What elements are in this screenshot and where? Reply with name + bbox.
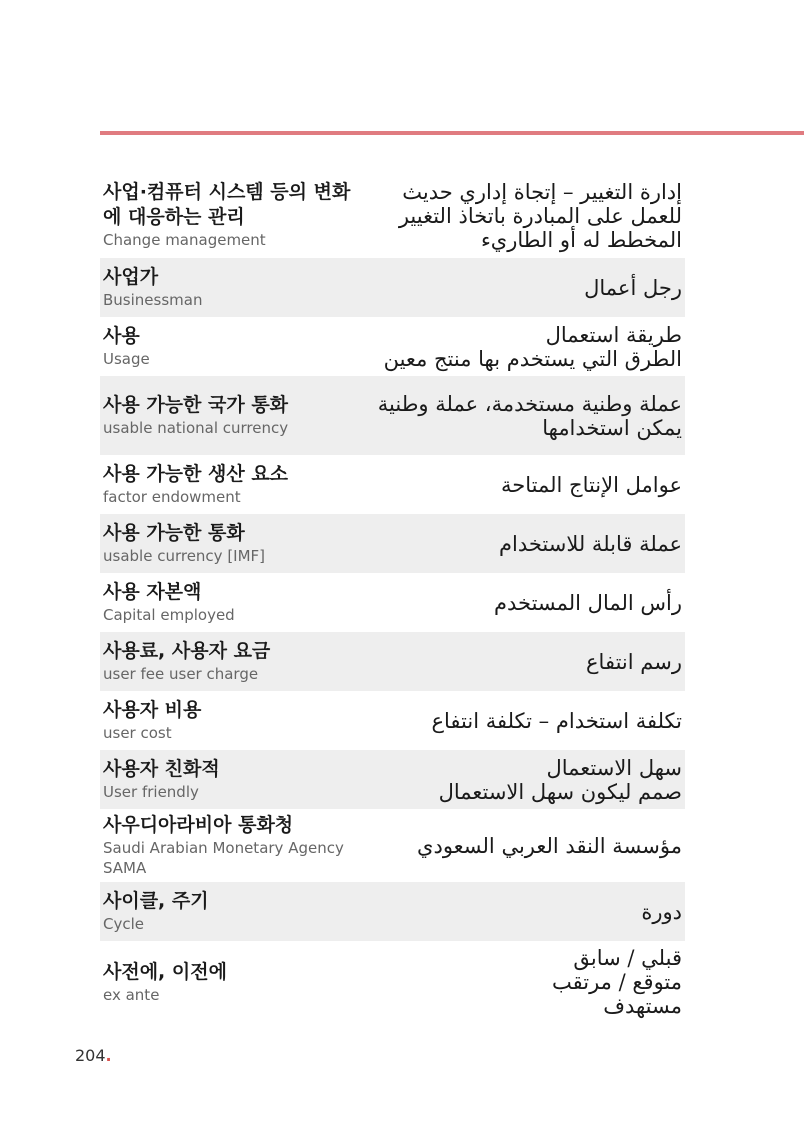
arabic-term: عملة وطنية مستخدمة، عملة وطنية يمكن استخدامها [377,391,682,440]
korean-term: 사용 [103,325,140,347]
arabic-term: دورة [641,899,682,924]
glossary-row [100,317,685,376]
glossary-row [100,750,685,809]
glossary-row [100,455,685,514]
korean-term: 사용자 비용 [103,699,202,721]
arabic-term: طريقة استعمال الطرق التي يستخدم بها منتج معين [383,322,682,371]
korean-term: 사용자 친화적 [103,758,220,780]
korean-term: 사업·컴퓨터 시스템 등의 변화 [103,181,351,203]
page-number-value: 204 [75,1046,106,1065]
english-term: Change management [103,231,266,249]
arabic-term: إدارة التغيير – إتجاة إداري حديث للعمل على المبادرة باتخاذ التغيير المخطط له أو الطاريء [398,180,682,252]
english-term: usable currency [IMF] [103,547,266,565]
korean-term: 사용 자본액 [103,581,202,603]
english-term: Saudi Arabian Monetary Agency [103,839,344,857]
page-number-dot: . [105,1046,112,1065]
glossary-row [100,376,685,455]
english-term: usable national currency [103,419,289,437]
arabic-term: رسم انتفاع [586,649,682,674]
english-term: user fee user charge [103,665,259,683]
korean-term: 사업가 [103,266,159,288]
korean-term: 사우디아라비아 통화청 [103,814,294,836]
korean-term: 사용료, 사용자 요금 [103,640,271,662]
arabic-term: قبلي / سابق متوقع / مرتقب مستهدف [552,946,682,1018]
english-term: User friendly [103,783,199,801]
english-term: factor endowment [103,488,241,506]
glossary-row [100,691,685,750]
english-term: Businessman [103,291,203,309]
english-term: user cost [103,724,172,742]
korean-term: 사전에, 이전에 [103,960,227,983]
glossary-row [100,258,685,317]
arabic-term: مؤسسة النقد العربي السعودي [417,833,682,858]
english-term: SAMA [103,859,147,877]
glossary-row [100,882,685,941]
arabic-term: تكلفة استخدام – تكلفة انتفاع [431,708,682,733]
page-number [75,1046,112,1065]
arabic-term: سهل الاستعمال صمم ليكون سهل الاستعمال [438,755,682,804]
english-term: ex ante [103,985,160,1004]
glossary-row [100,514,685,573]
arabic-term: عملة قابلة للاستخدام [498,531,682,556]
korean-term: 사용 가능한 국가 통화 [103,394,289,416]
arabic-term: رأس المال المستخدم [493,590,682,615]
korean-term: 사용 가능한 생산 요소 [103,463,289,485]
english-term: Capital employed [103,606,235,624]
korean-term: 에 대응하는 관리 [103,206,245,228]
english-term: Cycle [103,915,144,933]
arabic-term: رجل أعمال [584,275,682,300]
arabic-term: عوامل الإنتاج المتاحة [500,472,682,497]
korean-term: 사이클, 주기 [103,890,209,912]
glossary-row [100,941,685,1023]
glossary-row [100,178,685,258]
header-accent-rule [100,131,804,135]
glossary-row [100,809,685,882]
glossary-row [100,573,685,632]
glossary-table [100,178,685,1023]
korean-term: 사용 가능한 통화 [103,522,245,544]
english-term: Usage [103,350,150,368]
glossary-row [100,632,685,691]
